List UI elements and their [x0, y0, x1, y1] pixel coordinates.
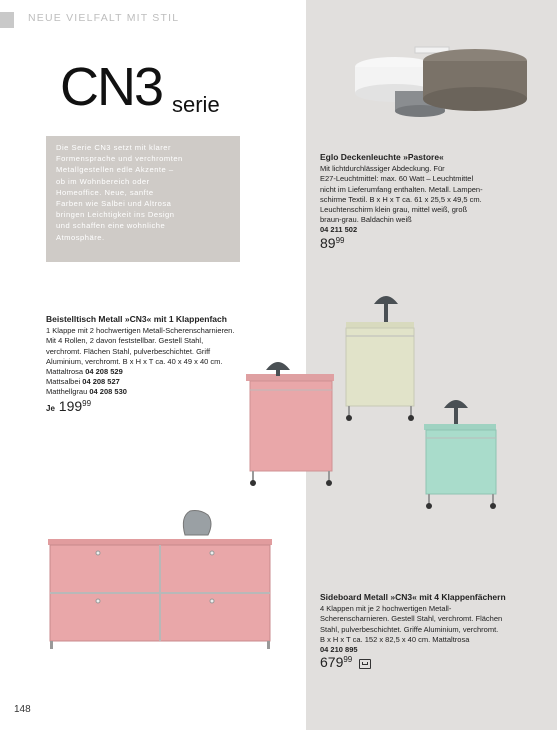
side-tables-image: [236, 282, 516, 518]
sideboard-line: Scherenscharnieren. Gestell Stahl, verchromt. Flächen: [320, 614, 503, 624]
side-table-line: Mit 4 Rollen, 2 davon feststellbar. Gestell Stahl,: [46, 336, 204, 346]
intro-box: [46, 136, 240, 262]
lamp-line: schirme Textil. B x H x T ca. 61 x 25,5 x 49,5 cm.: [320, 194, 482, 204]
lamp-article-number: 04 211 502: [320, 225, 358, 235]
sideboard-line: 4 Klappen mit je 2 hochwertigen Metall-: [320, 604, 452, 614]
sideboard-description: [320, 592, 552, 669]
intro-line: und schaffen eine wohnliche: [56, 221, 166, 231]
side-table-title: Beistelltisch Metall »CN3« mit 1 Klappenfach: [46, 314, 227, 324]
intro-line: Formensprache und verchromten: [56, 154, 183, 164]
side-table-line: verchromt. Flächen Stahl, pulverbeschichtet. Griff: [46, 346, 211, 356]
side-table-line: 1 Klappe mit 2 hochwertigen Metall-Scherenscharnieren.: [46, 326, 235, 336]
rose-side-table: [246, 362, 334, 486]
lamp-line: nicht im Lieferumfang enthalten. Metall. Lampen-: [320, 184, 483, 194]
ceiling-lamp-image: [355, 45, 530, 130]
sideboard-line: B x H x T ca. 152 x 82,5 x 40 cm. Mattaltrosa: [320, 634, 470, 644]
sage-side-table: [346, 296, 414, 421]
mint-side-table: [424, 400, 496, 509]
lamp-title: Eglo Deckenleuchte »Pastore«: [320, 152, 444, 162]
variant-row: Matthellgrau 04 208 530: [46, 387, 127, 397]
lamp-price: $89^{99}$: [320, 234, 345, 251]
sideboard-image: [40, 505, 280, 655]
series-title: CN3: [60, 57, 163, 117]
intro-line: ob im Wohnbereich oder: [56, 176, 150, 186]
page-number: 148: [14, 704, 31, 715]
intro-line: Homeoffice. Neue, sanfte: [56, 187, 154, 197]
series-subtitle: serie: [172, 92, 220, 117]
lamp-line: E27-Leuchtmittel: max. 60 Watt – Leuchtmittel: [320, 174, 474, 184]
sideboard-article-number: 04 210 895: [320, 645, 358, 655]
sideboard-line: Stahl, pulverbeschichtet. Griffe Aluminium, verchromt.: [320, 624, 499, 634]
header-bar: [0, 12, 14, 28]
intro-line: bringen Leichtigkeit ins Design: [56, 210, 175, 220]
lamp-description: [320, 152, 550, 251]
intro-line: Metallgestellen edle Akzente –: [56, 165, 174, 175]
lamp-line: Mit lichtdurchlässiger Abdeckung. Für: [320, 164, 445, 174]
side-table-price: Je $199^{99}$: [46, 397, 92, 414]
delivery-truck-icon: [359, 659, 371, 669]
intro-line: Atmosphäre.: [56, 232, 105, 242]
variant-row: Mattsalbei 04 208 527: [46, 377, 120, 387]
intro-line: Die Serie CN3 setzt mit klarer: [56, 143, 172, 152]
sideboard-title: Sideboard Metall »CN3« mit 4 Klappenfächern: [320, 592, 506, 602]
section-header: NEUE VIELFALT MIT STIL: [28, 12, 180, 24]
variant-row: Mattaltrosa 04 208 529: [46, 367, 123, 377]
lamp-line: Leuchtenschirm klein grau, mittel weiß, groß: [320, 205, 468, 215]
sideboard-price: $679^{99}$: [320, 657, 552, 668]
vase: [183, 511, 211, 536]
side-table-line: Aluminium, verchromt. B x H x T ca. 40 x 49 x 40 cm.: [46, 356, 223, 366]
intro-line: Farben wie Salbei und Altrosa: [56, 199, 172, 209]
lamp-line: braun-grau. Baldachin weiß: [320, 215, 412, 225]
